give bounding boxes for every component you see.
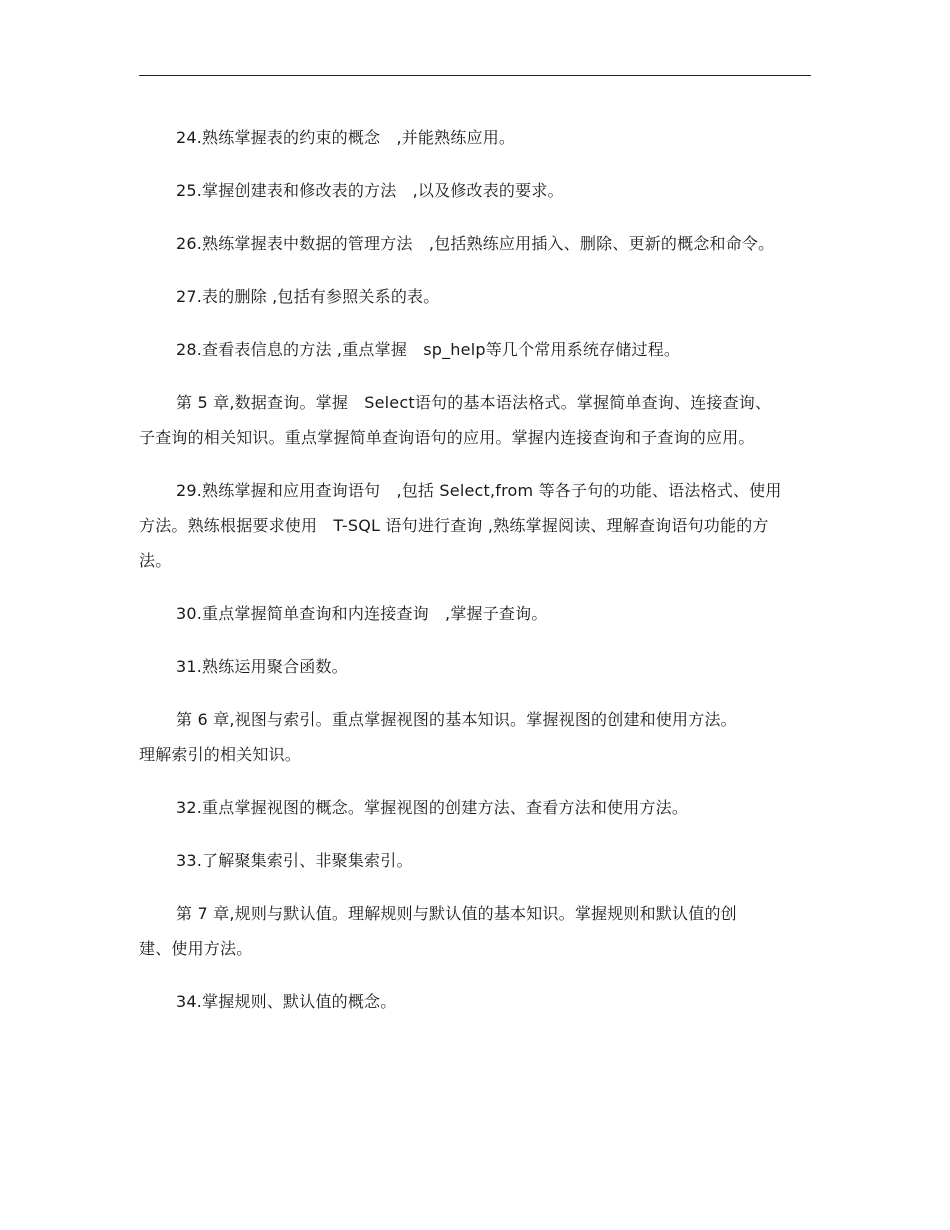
paragraph-item-28: 28.查看表信息的方法 ,重点掌握 sp_help等几个常用系统存储过程。 [176, 340, 681, 359]
paragraph-item-24: 24.熟练掌握表的约束的概念 ,并能熟练应用。 [176, 128, 516, 147]
paragraph-item-34: 34.掌握规则、默认值的概念。 [176, 992, 397, 1011]
document-body [139, 120, 799, 1037]
chapter-6-summary: 第 6 章,视图与索引。重点掌握视图的基本知识。掌握视图的创建和使用方法。理解索引的相关知识。 [139, 710, 737, 764]
paragraph-item-25: 25.掌握创建表和修改表的方法 ,以及修改表的要求。 [176, 181, 564, 200]
paragraph-item-26: 26.熟练掌握表中数据的管理方法 ,包括熟练应用插入、删除、更新的概念和命令。 [176, 234, 775, 253]
paragraph-item-29: 29.熟练掌握和应用查询语句 ,包括 Select,from 等各子句的功能、语法格式、使用方法。熟练根据要求使用 T-SQL 语句进行查询 ,熟练掌握阅读、理解查询语句功能的方法。 [139, 481, 782, 570]
paragraph-item-33: 33.了解聚集索引、非聚集索引。 [176, 851, 413, 870]
chapter-7-summary: 第 7 章,规则与默认值。理解规则与默认值的基本知识。掌握规则和默认值的创建、使用方法。 [139, 904, 737, 958]
paragraph-item-31: 31.熟练运用聚合函数。 [176, 657, 348, 676]
paragraph-item-27: 27.表的删除 ,包括有参照关系的表。 [176, 287, 440, 306]
header-rule [139, 75, 811, 76]
paragraph-item-32: 32.重点掌握视图的概念。掌握视图的创建方法、查看方法和使用方法。 [176, 798, 689, 817]
paragraph-item-30: 30.重点掌握简单查询和内连接查询 ,掌握子查询。 [176, 604, 548, 623]
chapter-5-summary: 第 5 章,数据查询。掌握 Select语句的基本语法格式。掌握简单查询、连接查询、子查询的相关知识。重点掌握简单查询语句的应用。掌握内连接查询和子查询的应用。 [139, 393, 772, 447]
